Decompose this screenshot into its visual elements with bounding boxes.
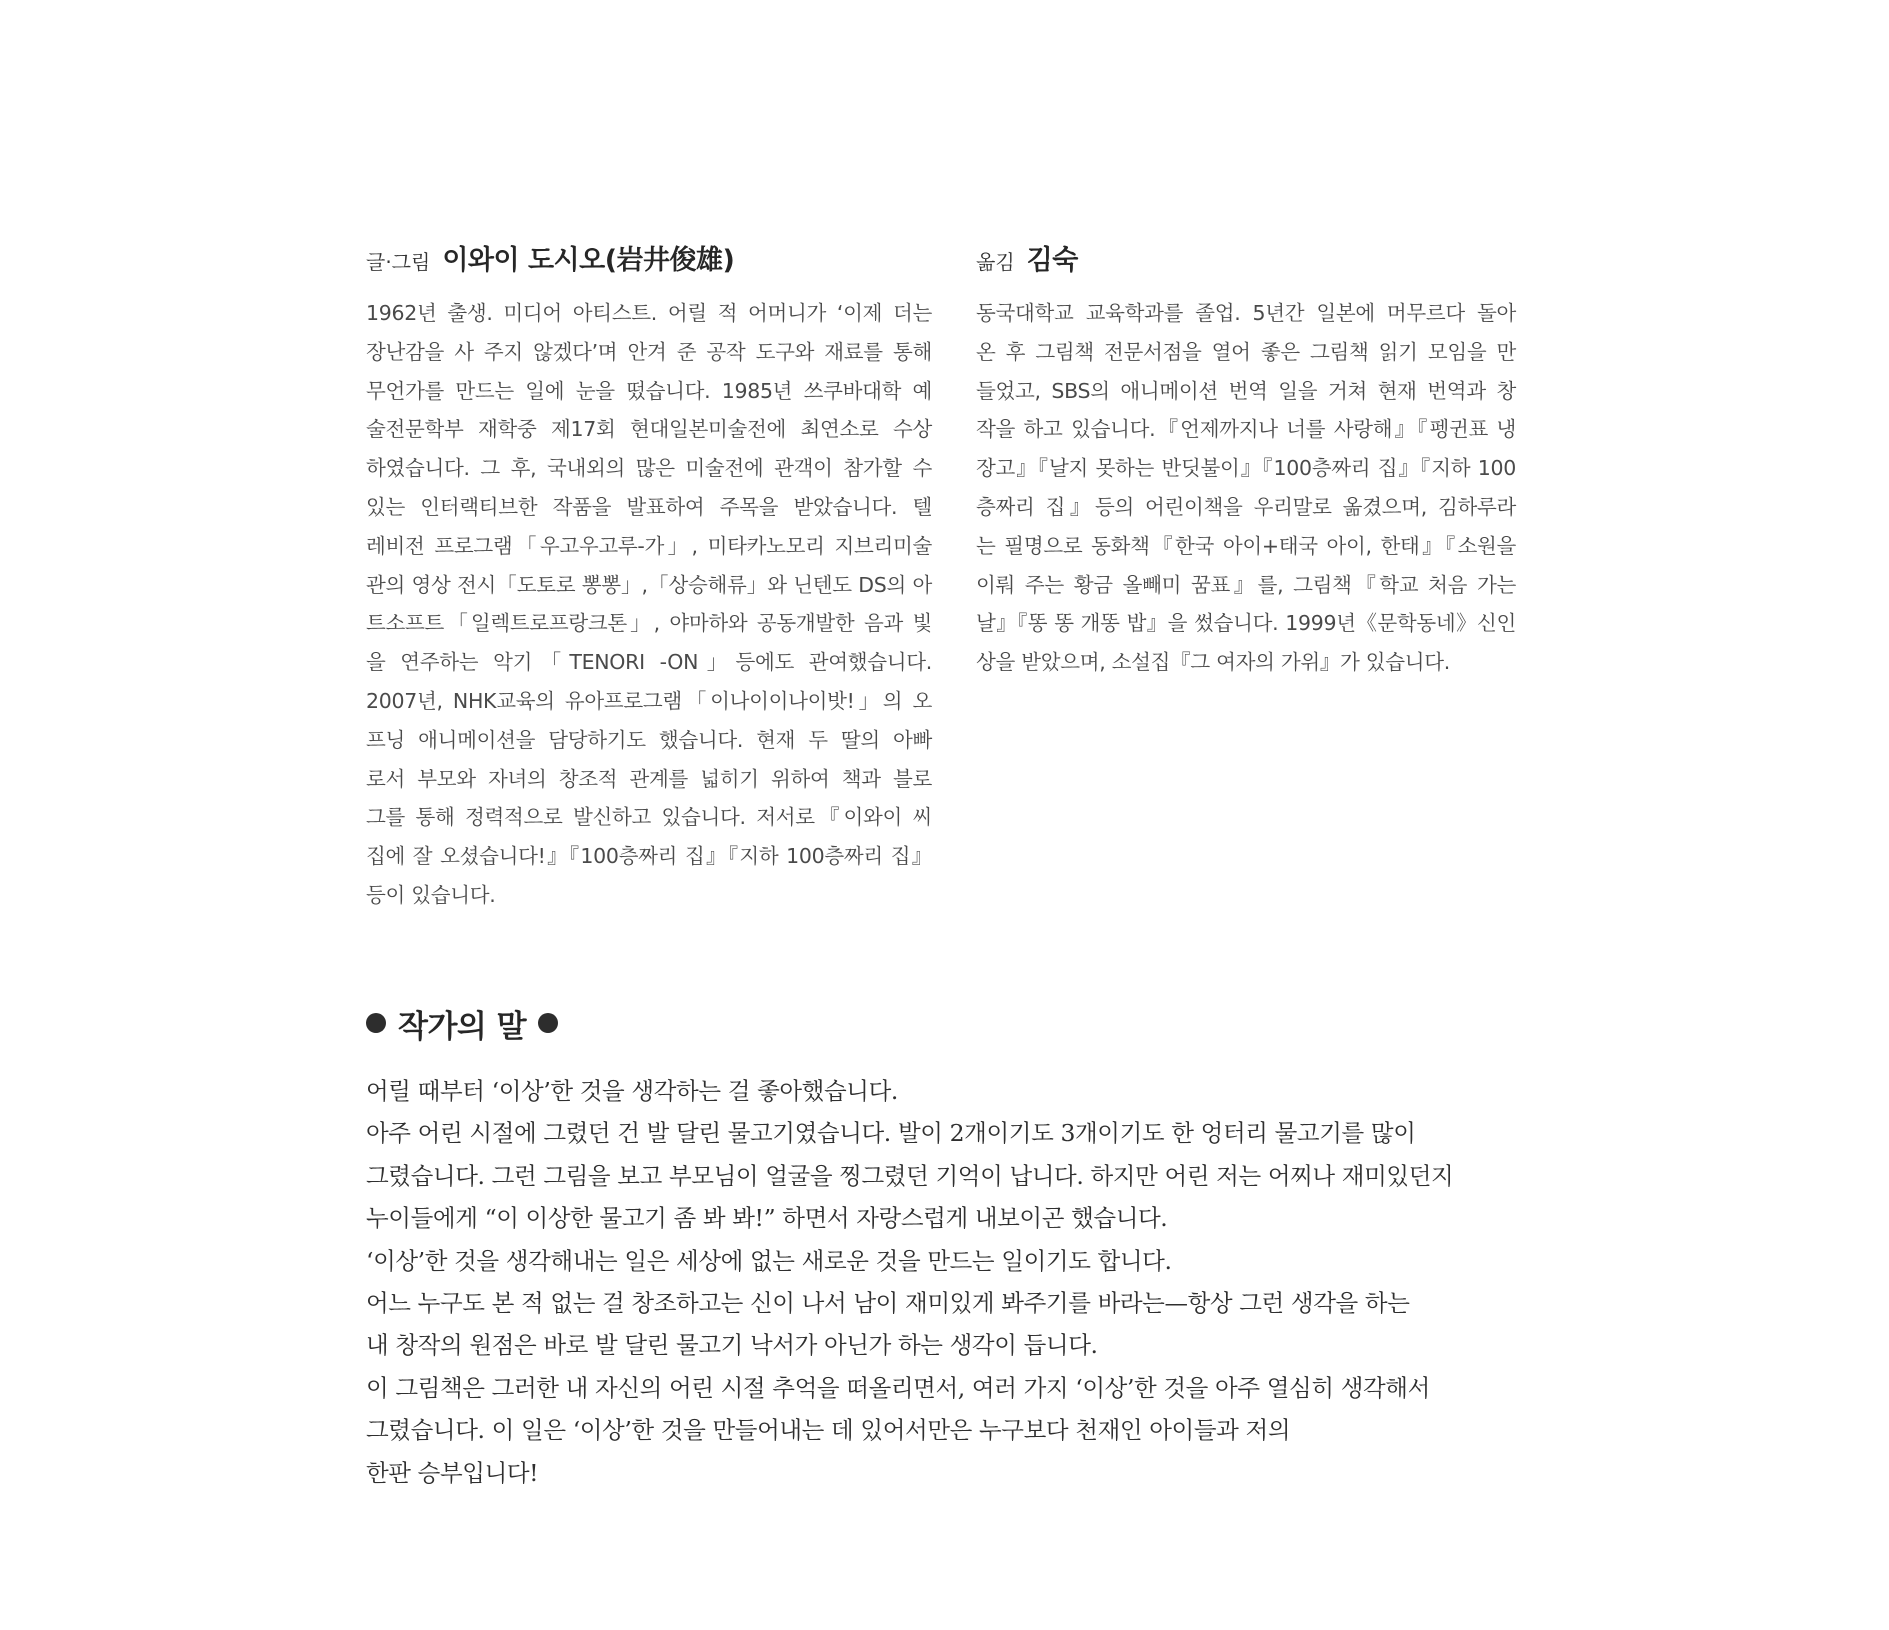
translator-bio <box>976 238 1516 682</box>
translator-bio-line: 온 후 그림책 전문서점을 열어 좋은 그림책 읽기 모임을 만 <box>976 339 1516 364</box>
translator-bio-line: 층짜리 집』등의 어린이책을 우리말로 옮겼으며, 김하루라 <box>976 494 1516 519</box>
translator-bio-text <box>976 294 1516 682</box>
author-words-line: ‘이상’한 것을 생각해내는 일은 세상에 없는 새로운 것을 만드는 일이기도 합니다. <box>366 1246 1172 1275</box>
author-words-text <box>366 1070 1546 1494</box>
author-bio-line: 하였습니다. 그 후, 국내외의 많은 미술전에 관객이 참가할 수 <box>366 456 932 481</box>
author-words-line: 어릴 때부터 ‘이상’한 것을 생각하는 걸 좋아했습니다. <box>366 1077 898 1105</box>
translator-bio-line: 장고』『날지 못하는 반딧불이』『100층짜리 집』『지하 100 <box>976 456 1516 481</box>
author-words-line: 이 그림책은 그러한 내 자신의 어린 시절 추억을 떠올리면서, 여러 가지 ‘이상’한 것을 아주 열심히 생각해서 <box>366 1373 1430 1402</box>
translator-role-label: 옮김 <box>976 250 1015 274</box>
bullet-dot-icon <box>538 1013 558 1033</box>
author-bio-text <box>366 294 932 915</box>
author-role-label: 글·그림 <box>366 250 431 274</box>
author-bio-line: 을 연주하는 악기「TENORI -ON」등에도 관여했습니다. <box>366 650 932 675</box>
author-bio <box>366 238 932 915</box>
author-words-line: 어느 누구도 본 적 없는 걸 창조하고는 신이 나서 남이 재미있게 봐주기를 바라는—항상 그런 생각을 하는 <box>366 1288 1410 1317</box>
author-bio-line: 프닝 애니메이션을 담당하기도 했습니다. 현재 두 딸의 아빠 <box>366 727 932 752</box>
author-bio-line: 등이 있습니다. <box>366 882 496 907</box>
author-words-section <box>366 998 1546 1494</box>
translator-bio-header <box>976 238 1516 276</box>
author-bio-header <box>366 238 932 276</box>
author-bio-line: 레비전 프로그램「우고우고루-가」, 미타카노모리 지브리미술 <box>366 533 932 558</box>
translator-bio-line: 작을 하고 있습니다.『언제까지나 너를 사랑해』『펭귄표 냉 <box>976 417 1516 442</box>
translator-name: 김숙 <box>1026 245 1078 276</box>
author-bio-line: 장난감을 사 주지 않겠다’며 안겨 준 공작 도구와 재료를 통해 <box>366 339 932 364</box>
author-bio-line: 2007년, NHK교육의 유아프로그램「이나이이나이밧!」의 오 <box>366 688 932 713</box>
author-words-line: 한판 승부입니다! <box>366 1458 539 1487</box>
translator-bio-line: 날』『똥 똥 개똥 밥』을 썼습니다. 1999년《문학동네》신인 <box>976 611 1516 636</box>
author-name: 이와이 도시오(岩井俊雄) <box>442 245 735 276</box>
translator-bio-line: 동국대학교 교육학과를 졸업. 5년간 일본에 머무르다 돌아 <box>976 301 1516 325</box>
translator-bio-line: 는 필명으로 동화책『한국 아이+태국 아이, 한태』『소원을 <box>976 533 1516 558</box>
section-title: 작가의 말 <box>398 1008 527 1045</box>
translator-bio-line: 들었고, SBS의 애니메이션 번역 일을 거쳐 현재 번역과 창 <box>976 378 1516 403</box>
author-bio-line: 1962년 출생. 미디어 아티스트. 어릴 적 어머니가 ‘이제 더는 <box>366 301 932 325</box>
translator-bio-line: 이뤄 주는 황금 올빼미 꿈표』를, 그림책『학교 처음 가는 <box>976 572 1516 597</box>
author-bio-line: 관의 영상 전시「도토로 뽕뽕」,「상승해류」와 닌텐도 DS의 아 <box>366 572 932 597</box>
author-words-line: 아주 어린 시절에 그렸던 건 발 달린 물고기였습니다. 발이 2개이기도 3개이기도 한 엉터리 물고기를 많이 <box>366 1119 1416 1148</box>
author-bio-line: 술전문학부 재학중 제17회 현대일본미술전에 최연소로 수상 <box>366 417 932 442</box>
author-words-line: 그렸습니다. 그런 그림을 보고 부모님이 얼굴을 찡그렸던 기억이 납니다. 하지만 어린 저는 어찌나 재미있던지 <box>366 1161 1454 1190</box>
author-bio-line: 무언가를 만드는 일에 눈을 떴습니다. 1985년 쓰쿠바대학 예 <box>366 378 932 403</box>
author-words-line: 내 창작의 원점은 바로 발 달린 물고기 낙서가 아닌가 하는 생각이 듭니다. <box>366 1331 1098 1360</box>
author-bio-line: 그를 통해 정력적으로 발신하고 있습니다. 저서로『이와이 씨 <box>366 805 932 830</box>
author-bio-line: 집에 잘 오셨습니다!』『100층짜리 집』『지하 100층짜리 집』 <box>366 844 932 869</box>
author-bio-line: 있는 인터랙티브한 작품을 발표하여 주목을 받았습니다. 텔 <box>366 494 932 519</box>
translator-bio-line: 상을 받았으며, 소설집『그 여자의 가위』가 있습니다. <box>976 650 1450 675</box>
section-heading <box>366 998 1546 1048</box>
author-words-line: 누이들에게 “이 이상한 물고기 좀 봐 봐!” 하면서 자랑스럽게 내보이곤 했습니다. <box>366 1204 1168 1233</box>
author-bio-line: 로서 부모와 자녀의 창조적 관계를 넓히기 위하여 책과 블로 <box>366 766 932 791</box>
author-words-line: 그렸습니다. 이 일은 ‘이상’한 것을 만들어내는 데 있어서만은 누구보다 천재인 아이들과 저의 <box>366 1416 1291 1445</box>
author-bio-line: 트소프트「일렉트로프랑크톤」, 야마하와 공동개발한 음과 빛 <box>366 611 932 636</box>
bullet-dot-icon <box>366 1013 386 1033</box>
